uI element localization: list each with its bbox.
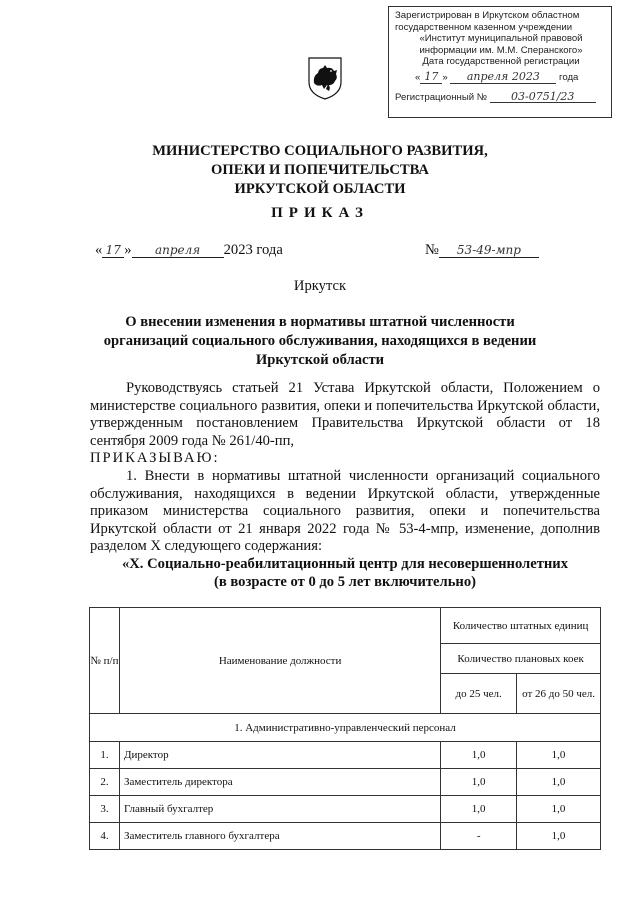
stamp-date-month: апреля 2023 <box>450 71 556 84</box>
registration-stamp <box>388 6 612 118</box>
row-num: 3. <box>90 796 120 823</box>
order-word: ПРИКАЗЫВАЮ: <box>90 450 220 467</box>
section-title <box>90 555 600 591</box>
row-value-up-to-25: 1,0 <box>441 796 517 823</box>
row-name: Заместитель директора <box>119 769 440 796</box>
stamp-line: Зарегистрирован в Иркутском областном <box>395 10 580 21</box>
row-name: Директор <box>119 742 440 769</box>
table-row <box>90 742 601 769</box>
stamp-line: Дата государственной регистрации <box>422 56 580 68</box>
section-title-line: (в возрасте от 0 до 5 лет включительно) <box>214 574 476 590</box>
order-number <box>425 242 539 259</box>
header-26-to-50: от 26 до 50 чел. <box>517 674 601 714</box>
stamp-reg-label: Регистрационный № <box>395 91 488 103</box>
order-date-day: 17 <box>102 243 124 258</box>
order-date-close: » <box>124 242 132 258</box>
city: Иркутск <box>293 278 347 294</box>
header-units: Количество штатных единиц <box>441 608 601 644</box>
row-value-up-to-25: 1,0 <box>441 742 517 769</box>
row-value-26-to-50: 1,0 <box>517 796 601 823</box>
row-name: Заместитель главного бухгалтера <box>119 823 440 850</box>
ministry-line: ИРКУТСКОЙ ОБЛАСТИ <box>234 181 406 197</box>
row-value-up-to-25: 1,0 <box>441 769 517 796</box>
table-row <box>90 823 601 850</box>
stamp-date-day: 17 <box>420 71 442 84</box>
row-value-26-to-50: 1,0 <box>517 769 601 796</box>
ministry-line: ОПЕКИ И ПОПЕЧИТЕЛЬСТВА <box>211 162 429 178</box>
staff-table <box>89 607 601 850</box>
header-num: № п/п <box>90 608 120 714</box>
row-num: 2. <box>90 769 120 796</box>
coat-of-arms-icon <box>307 56 343 100</box>
order-date-month: апреля <box>132 243 224 258</box>
stamp-date-suffix: года <box>559 71 579 83</box>
stamp-date-open: « <box>415 71 421 83</box>
stamp-reg-number: 03-0751/23 <box>490 91 596 104</box>
stamp-date-mid: » <box>442 71 448 83</box>
preamble-paragraph: Руководствуясь статьей 21 Устава Иркутской области, Положением о министерстве социального развития, опеки и попечительства Иркутской области, утвержденным постановлением Правительства Иркутской области от 18 сентября 2009 года № 261/40-пп, <box>90 380 600 449</box>
stamp-line: информации им. М.М. Сперанского» <box>419 44 583 56</box>
stamp-line: «Институт муниципальной правовой <box>419 33 583 45</box>
category-row: 1. Административно-управленческий персонал <box>90 714 601 742</box>
ministry-title <box>0 142 640 199</box>
row-name: Главный бухгалтер <box>119 796 440 823</box>
header-name: Наименование должности <box>119 608 440 714</box>
row-value-26-to-50: 1,0 <box>517 742 601 769</box>
row-num: 1. <box>90 742 120 769</box>
table-row <box>90 769 601 796</box>
subject-line: организаций социального обслуживания, находящихся в ведении <box>103 333 537 349</box>
order-date <box>95 242 283 259</box>
order-body <box>90 380 600 556</box>
order-subject <box>80 313 560 370</box>
document-type: ПРИКАЗ <box>271 205 369 221</box>
order-number-value: 53-49-мпр <box>439 243 539 258</box>
stamp-registration <box>395 91 607 104</box>
table-row <box>90 796 601 823</box>
ministry-line: МИНИСТЕРСТВО СОЦИАЛЬНОГО РАЗВИТИЯ, <box>152 143 488 159</box>
item-1-paragraph: 1. Внести в нормативы штатной численности организаций социального обслуживания, находящихся в ведении Иркутской области, утвержденные приказом министерства социального развития, опеки и попечительства Иркутской области от 21 января 2022 года № 53-4-мпр, изменение, дополнив разделом X следующего содержания: <box>90 467 600 555</box>
subject-line: О внесении изменения в нормативы штатной численности <box>125 314 515 330</box>
section-title-line: «X. Социально-реабилитационный центр для несовершеннолетних <box>121 556 569 572</box>
row-num: 4. <box>90 823 120 850</box>
row-value-up-to-25: - <box>441 823 517 850</box>
stamp-date <box>395 71 607 84</box>
header-beds: Количество плановых коек <box>441 644 601 674</box>
header-up-to-25: до 25 чел. <box>441 674 517 714</box>
subject-line: Иркутской области <box>255 352 385 368</box>
order-number-sign: № <box>425 242 439 258</box>
row-value-26-to-50: 1,0 <box>517 823 601 850</box>
order-date-open: « <box>95 242 103 258</box>
stamp-line: государственном казенном учреждении <box>395 21 573 33</box>
order-date-year: 2023 года <box>223 242 283 258</box>
